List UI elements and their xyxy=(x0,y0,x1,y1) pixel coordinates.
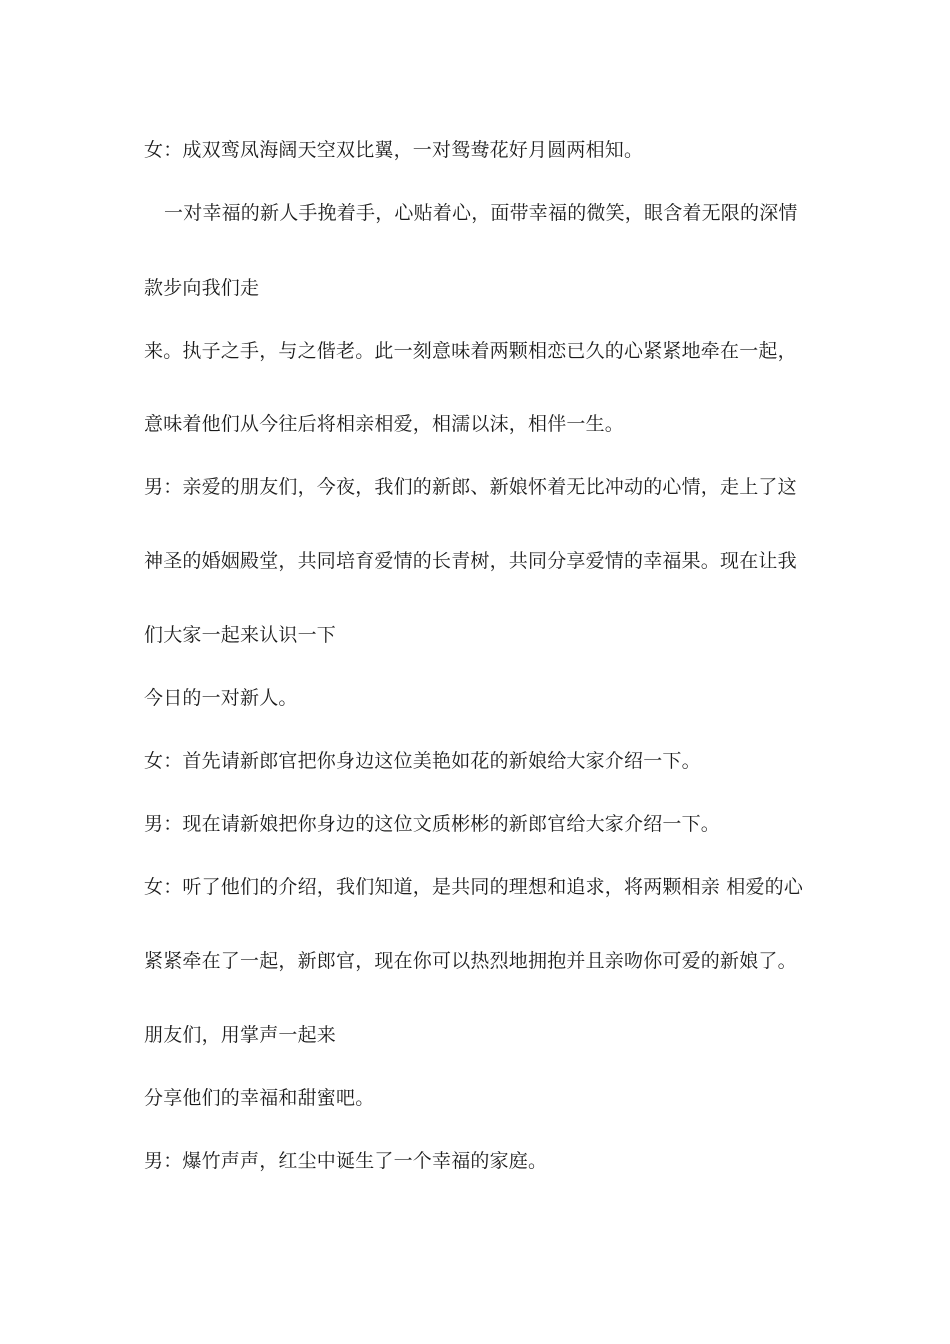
text-line: 神圣的婚姻殿堂，共同培育爱情的长青树，共同分享爱情的幸福果。现在让我 xyxy=(144,550,797,572)
text-line: 分享他们的幸福和甜蜜吧。 xyxy=(144,1087,375,1109)
text-line: 一对幸福的新人手挽着手，心贴着心，面带幸福的微笑，眼含着无限的深情 xyxy=(164,202,798,224)
text-line: 女：听了他们的介绍，我们知道，是共同的理想和追求，将两颗相亲 相爱的心 xyxy=(144,876,804,898)
text-line: 男：爆竹声声，红尘中诞生了一个幸福的家庭。 xyxy=(144,1150,548,1172)
text-line: 意味着他们从今往后将相亲相爱，相濡以沫，相伴一生。 xyxy=(144,413,625,435)
text-line: 女：首先请新郎官把你身边这位美艳如花的新娘给大家介绍一下。 xyxy=(144,750,701,772)
text-line: 今日的一对新人。 xyxy=(144,687,298,709)
text-line: 们大家一起来认识一下 xyxy=(144,624,337,646)
text-line: 男：亲爱的朋友们，今夜，我们的新郎、新娘怀着无比冲动的心情，走上了这 xyxy=(144,476,797,498)
text-line: 来。执子之手，与之偕老。此一刻意味着两颗相恋已久的心紧紧地牵在一起， xyxy=(144,340,797,362)
text-line: 朋友们，用掌声一起来 xyxy=(144,1024,337,1046)
text-line: 款步向我们走 xyxy=(144,277,260,299)
text-line: 男：现在请新娘把你身边的这位文质彬彬的新郎官给大家介绍一下。 xyxy=(144,813,721,835)
text-line: 女：成双鸾凤海阔天空双比翼，一对鸳鸯花好月圆两相知。 xyxy=(144,139,644,161)
text-line: 紧紧牵在了一起，新郎官，现在你可以热烈地拥抱并且亲吻你可爱的新娘了。 xyxy=(144,950,797,972)
